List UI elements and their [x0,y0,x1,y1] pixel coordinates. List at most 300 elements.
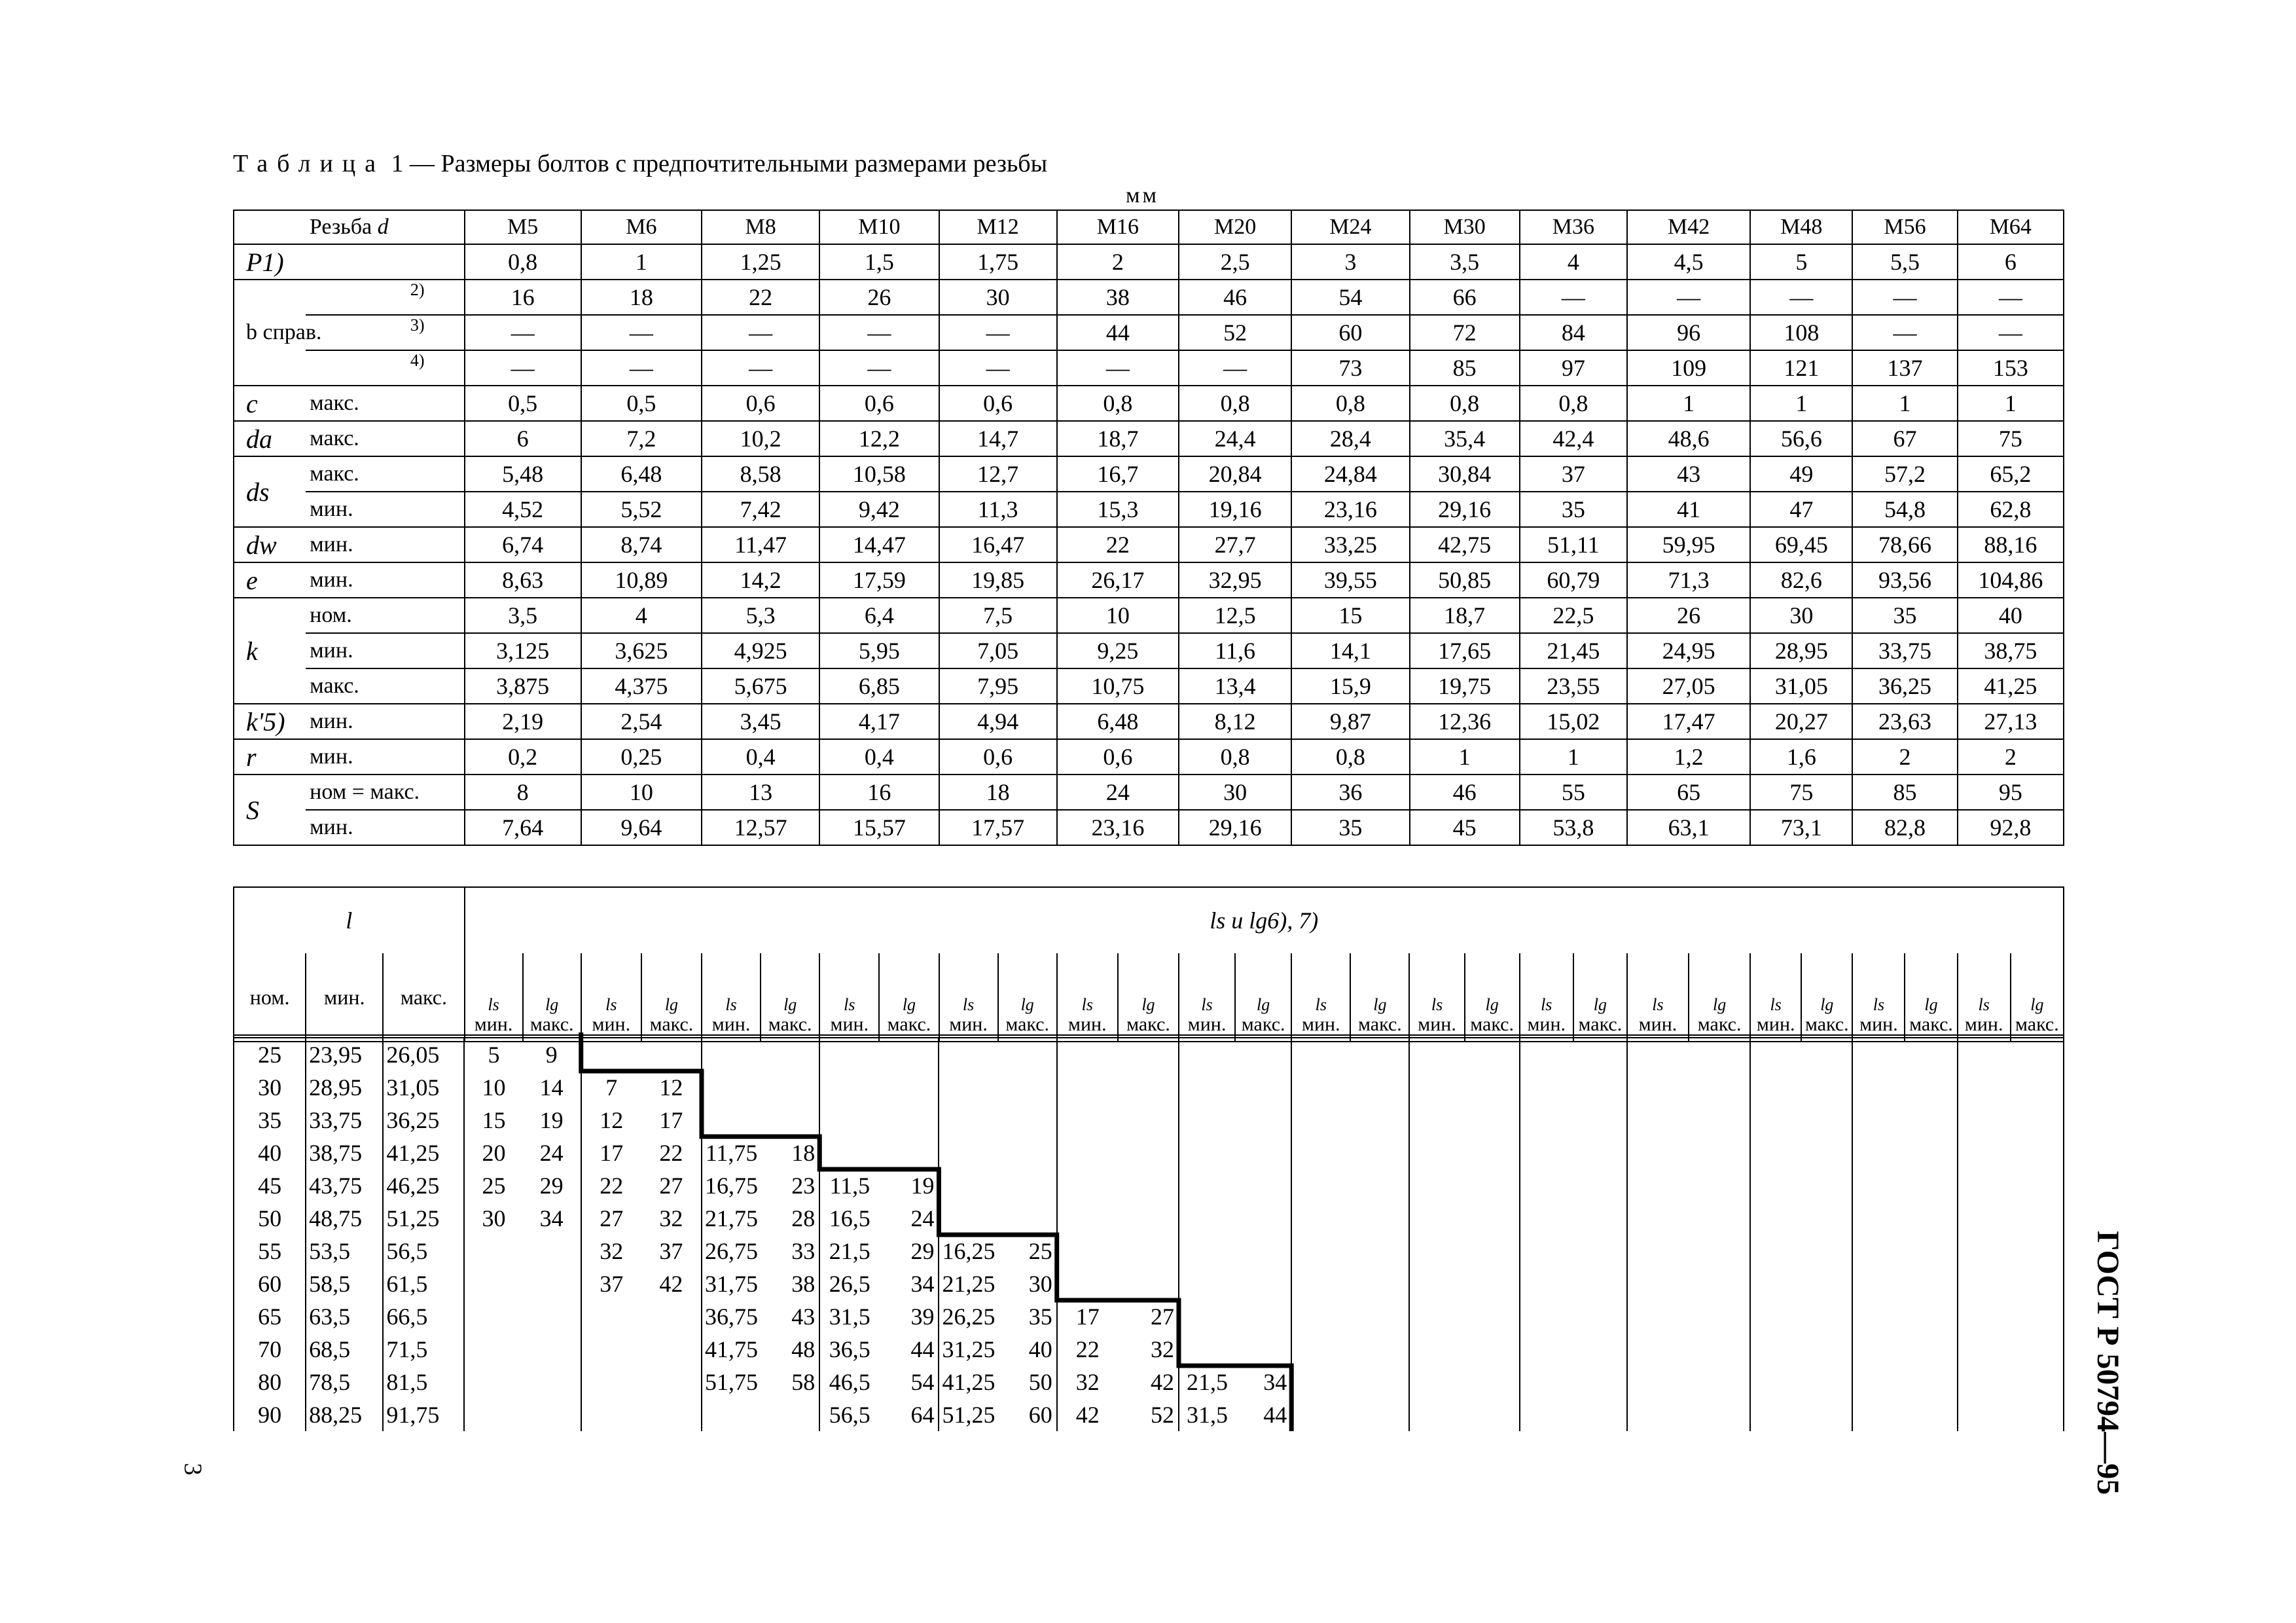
param-value: 23,16 [1291,492,1409,527]
lg-symbol: lg [1820,995,1834,1015]
lg-limit: макс. [529,1013,574,1035]
param-value: 47 [1750,492,1852,527]
caption-prefix: Таблица [233,150,386,177]
param-value: — [819,315,939,350]
param-value: 3,45 [702,704,819,739]
param-value: 10,89 [581,562,702,598]
param-value: 0,25 [581,739,702,775]
ls-limit: мин. [1301,1013,1340,1035]
param-value: 0,5 [465,386,581,421]
param-value: 12,7 [939,456,1057,492]
param-value: 8,63 [465,562,581,598]
ls-symbol: ls [1431,995,1443,1015]
param-value: 28,4 [1291,421,1409,456]
param-value: 18,7 [1410,598,1520,633]
length-max-header: макс. [383,953,464,1042]
thread-size: M6 [581,210,702,244]
param-sub: ном. [306,598,464,633]
param-value: 30 [1750,598,1852,633]
length-min: 68,5 [306,1333,383,1366]
param-value: 82,6 [1750,562,1852,598]
param-value: 26,17 [1057,562,1179,598]
ls-symbol: ls [1652,995,1664,1015]
ls-value: 51,25 [939,1398,997,1431]
param-value: 7,42 [702,492,819,527]
ls-value: 17 [581,1137,641,1169]
param-sub: мин. [306,704,464,739]
param-value: 57,2 [1852,456,1957,492]
lg-symbol: lg [783,995,797,1015]
param-value: 26 [1627,598,1750,633]
lg-value: 22 [641,1137,702,1169]
param-value: — [1958,280,2064,315]
ls-symbol: ls [1541,995,1552,1015]
lg-symbol: lg [1257,995,1270,1015]
lg-value: 34 [1235,1366,1291,1398]
length-nom: 90 [234,1398,306,1431]
param-value: 85 [1852,775,1957,810]
param-value: 17,65 [1410,633,1520,668]
param-value: 108 [1750,315,1852,350]
ls-value: 31,75 [702,1267,761,1300]
param-value: 44 [1057,315,1179,350]
param-value: 14,1 [1291,633,1409,668]
param-value: 0,8 [1520,386,1627,421]
ls-value: 22 [1057,1333,1118,1366]
param-value: 20,84 [1179,456,1291,492]
param-value: 1,25 [702,244,819,280]
param-value: 18,7 [1057,421,1179,456]
lg-value: 19 [523,1104,581,1137]
param-value: 42,75 [1410,527,1520,562]
param-value: 38,75 [1958,633,2064,668]
ls-value: 17 [1057,1300,1118,1333]
lg-value: 30 [998,1267,1057,1300]
param-symbol: c [234,386,306,421]
param-value: 41 [1627,492,1750,527]
param-symbol: b справ. [234,280,306,386]
param-value: 0,5 [581,386,702,421]
lg-value: 44 [1235,1398,1291,1431]
lg-symbol: lg [1020,995,1034,1015]
param-value: 109 [1627,350,1750,386]
lg-limit: макс. [1909,1013,1953,1035]
param-value: 10,2 [702,421,819,456]
lg-value: 18 [761,1137,819,1169]
length-min: 43,75 [306,1169,383,1202]
ls-symbol: ls [605,995,617,1015]
lg-symbol: lg [1712,995,1727,1015]
lg-value: 28 [761,1202,819,1235]
lg-value: 34 [523,1202,581,1235]
param-value: 2,54 [581,704,702,739]
param-value: 7,5 [939,598,1057,633]
param-value: 0,8 [1179,739,1291,775]
param-value: 4,925 [702,633,819,668]
length-max: 66,5 [383,1300,464,1333]
lg-value: 50 [998,1366,1057,1398]
ls-symbol: ls [844,995,855,1015]
length-nom: 65 [234,1300,306,1333]
length-min: 88,25 [306,1398,383,1431]
ls-value: 31,5 [1179,1398,1235,1431]
param-value: 3,5 [465,598,581,633]
thread-size: M48 [1750,210,1852,244]
param-value: 2 [1852,739,1957,775]
param-value: — [702,350,819,386]
param-value: 50,85 [1410,562,1520,598]
lg-value: 34 [879,1267,939,1300]
param-value: 75 [1750,775,1852,810]
lg-limit: макс. [2015,1013,2059,1035]
param-value: 4 [581,598,702,633]
length-min: 48,75 [306,1202,383,1235]
thread-size: M36 [1520,210,1627,244]
param-value: 12,57 [702,810,819,845]
param-value: 0,8 [1410,386,1520,421]
param-sub: макс. [306,668,464,704]
lg-value: 27 [641,1169,702,1202]
param-value: 52 [1179,315,1291,350]
ls-value: 56,5 [819,1398,879,1431]
param-value: 5 [1750,244,1852,280]
lg-limit: макс. [887,1013,931,1035]
param-sub: мин. [306,633,464,668]
param-value: — [1627,280,1750,315]
ls-value: 11,75 [702,1137,761,1169]
lg-symbol: lg [1924,995,1938,1015]
ls-value: 12 [581,1104,641,1137]
lg-value: 42 [641,1267,702,1300]
param-value: 45 [1410,810,1520,845]
param-value: 0,8 [465,244,581,280]
length-min: 78,5 [306,1366,383,1398]
param-value: 69,45 [1750,527,1852,562]
ls-value: 26,75 [702,1235,761,1267]
lg-limit: макс. [1804,1013,1849,1035]
param-value: 16 [465,280,581,315]
ls-value: 36,5 [819,1333,879,1366]
ls-lg-label: ls и lg6), 7) [465,887,2064,953]
ls-value: 7 [581,1071,641,1104]
param-value: 32,95 [1179,562,1291,598]
lg-value: 29 [523,1169,581,1202]
param-sub: ном = макс. [306,775,464,810]
param-value: — [702,315,819,350]
param-value: — [1852,280,1957,315]
lg-symbol: lg [1485,995,1499,1015]
param-value: 6,4 [819,598,939,633]
param-value: 22 [702,280,819,315]
param-value: 15,02 [1520,704,1627,739]
lg-value: 14 [523,1071,581,1104]
param-value: 72 [1410,315,1520,350]
length-min: 58,5 [306,1267,383,1300]
length-nom: 70 [234,1333,306,1366]
param-value: 2 [1958,739,2064,775]
param-value: — [1179,350,1291,386]
param-value: 36,25 [1852,668,1957,704]
param-value: 0,6 [1057,739,1179,775]
lg-limit: макс. [1241,1013,1285,1035]
standard-number: ГОСТ Р 50794—95 [2090,1231,2125,1495]
lg-value: 35 [998,1300,1057,1333]
ls-value: 10 [464,1071,522,1104]
ls-limit: мин. [1527,1013,1566,1035]
length-min: 28,95 [306,1071,383,1104]
param-value: 6,74 [465,527,581,562]
ls-value: 32 [1057,1366,1118,1398]
param-value: 3,625 [581,633,702,668]
param-value: 6,48 [581,456,702,492]
param-value: 22,5 [1520,598,1627,633]
param-sub: макс. [306,421,464,456]
ls-value: 21,5 [819,1235,879,1267]
ls-limit: мин. [1756,1013,1795,1035]
param-value: 30 [1179,775,1291,810]
param-value: 8,12 [1179,704,1291,739]
param-value: 104,86 [1958,562,2064,598]
length-nom-header: ном. [234,953,306,1042]
param-value: 17,47 [1627,704,1750,739]
param-value: 0,4 [819,739,939,775]
param-value: 78,66 [1852,527,1957,562]
length-label: l [234,887,465,953]
lg-symbol: lg [1373,995,1387,1015]
unit-label: мм [1126,183,1160,208]
param-value: 66 [1410,280,1520,315]
param-value: 48,6 [1627,421,1750,456]
param-value: 73 [1291,350,1409,386]
lg-value: 44 [879,1333,939,1366]
param-value: 33,75 [1852,633,1957,668]
param-symbol: da [234,421,306,456]
caption-text: 1 — Размеры болтов с предпочтительными размерами резьбы [391,150,1048,177]
lg-limit: макс. [768,1013,812,1035]
length-max: 56,5 [383,1235,464,1267]
ls-symbol: ls [1201,995,1213,1015]
param-value: 35 [1520,492,1627,527]
param-value: 82,8 [1852,810,1957,845]
param-value: 17,59 [819,562,939,598]
lg-limit: макс. [1578,1013,1623,1035]
param-value: 4,94 [939,704,1057,739]
param-value: 0,8 [1057,386,1179,421]
length-min: 38,75 [306,1137,383,1169]
param-value: — [1520,280,1627,315]
lg-limit: макс. [1697,1013,1742,1035]
param-value: 5,5 [1852,244,1957,280]
lg-value: 9 [523,1036,581,1071]
param-value: 4,52 [465,492,581,527]
param-value: 10 [581,775,702,810]
param-sub: 3) [306,315,464,350]
lg-value: 39 [879,1300,939,1333]
param-value: 23,16 [1057,810,1179,845]
param-value: 3 [1291,244,1409,280]
staircase-path [581,1032,1291,1431]
ls-value: 51,75 [702,1366,761,1398]
lg-value: 42 [1118,1366,1179,1398]
param-value: — [465,350,581,386]
param-value: 31,05 [1750,668,1852,704]
param-sub: 4) [306,350,464,386]
ls-limit: мин. [711,1013,751,1035]
ls-limit: мин. [1964,1013,2003,1035]
param-value: 16,7 [1057,456,1179,492]
param-symbol: k'5) [234,704,306,739]
param-value: 40 [1958,598,2064,633]
ls-value: 46,5 [819,1366,879,1398]
param-value: 5,48 [465,456,581,492]
param-value: 35 [1291,810,1409,845]
length-max: 91,75 [383,1398,464,1431]
param-value: 11,6 [1179,633,1291,668]
param-value: 88,16 [1958,527,2064,562]
param-value: 4,5 [1627,244,1750,280]
param-value: 7,64 [465,810,581,845]
param-value: 1 [581,244,702,280]
param-value: 18 [939,775,1057,810]
thread-size: M16 [1057,210,1179,244]
param-value: 1 [1410,739,1520,775]
param-value: 0,4 [702,739,819,775]
ls-symbol: ls [962,995,975,1015]
lg-value: 52 [1118,1398,1179,1431]
ls-value: 26,5 [819,1267,879,1300]
param-value: 54 [1291,280,1409,315]
thread-size: M10 [819,210,939,244]
param-value: 8 [465,775,581,810]
param-value: 5,52 [581,492,702,527]
param-value: 28,95 [1750,633,1852,668]
length-min: 63,5 [306,1300,383,1333]
param-value: 10,75 [1057,668,1179,704]
thread-var: d [377,215,389,239]
lg-value: 25 [998,1235,1057,1267]
param-value: 0,6 [702,386,819,421]
param-value: 9,64 [581,810,702,845]
param-value: 29,16 [1179,810,1291,845]
param-value: 97 [1520,350,1627,386]
lg-value: 54 [879,1366,939,1398]
param-value: 17,57 [939,810,1057,845]
param-value: 5,675 [702,668,819,704]
ls-limit: мин. [474,1013,513,1035]
lg-symbol: lg [902,995,916,1015]
thread-size: M42 [1627,210,1750,244]
ls-value: 21,75 [702,1202,761,1235]
param-value: 15,9 [1291,668,1409,704]
ls-value: 26,25 [939,1300,997,1333]
param-value: 6,48 [1057,704,1179,739]
param-value: 5,95 [819,633,939,668]
ls-value: 42 [1057,1398,1118,1431]
param-value: 1,6 [1750,739,1852,775]
ls-value: 20 [464,1137,522,1169]
param-value: 39,55 [1291,562,1409,598]
lg-value: 24 [523,1137,581,1169]
lg-value: 33 [761,1235,819,1267]
lg-value: 23 [761,1169,819,1202]
length-max: 81,5 [383,1366,464,1398]
ls-value: 25 [464,1169,522,1202]
ls-limit: мин. [1859,1013,1898,1035]
ls-value: 31,5 [819,1300,879,1333]
param-value: 30 [939,280,1057,315]
param-value: 1 [1750,386,1852,421]
param-value: 35,4 [1410,421,1520,456]
lg-value: 12 [641,1071,702,1104]
param-value: — [581,315,702,350]
param-value: — [819,350,939,386]
lg-value: 64 [879,1398,939,1431]
lg-value: 27 [1118,1300,1179,1333]
param-value: 36 [1291,775,1409,810]
param-sub: 2) [306,280,464,315]
param-value: 73,1 [1750,810,1852,845]
lg-value: 58 [761,1366,819,1398]
param-value: — [939,350,1057,386]
param-value: 12,2 [819,421,939,456]
ls-value: 11,5 [819,1169,879,1202]
param-value: 30,84 [1410,456,1520,492]
param-value: 15,57 [819,810,939,845]
param-value: 1,2 [1627,739,1750,775]
length-max: 31,05 [383,1071,464,1104]
lg-value: 29 [879,1235,939,1267]
param-value: 23,63 [1852,704,1957,739]
lg-value: 48 [761,1333,819,1366]
lg-symbol: lg [2030,995,2044,1015]
param-value: 19,16 [1179,492,1291,527]
param-value: 96 [1627,315,1750,350]
length-min: 33,75 [306,1104,383,1137]
param-value: 18 [581,280,702,315]
ls-limit: мин. [592,1013,631,1035]
param-value: 4,17 [819,704,939,739]
param-value: 27,7 [1179,527,1291,562]
ls-limit: мин. [1068,1013,1107,1035]
ls-value: 21,25 [939,1267,997,1300]
param-value: 137 [1852,350,1957,386]
param-value: — [465,315,581,350]
param-value: 23,55 [1520,668,1627,704]
param-value: 93,56 [1852,562,1957,598]
param-value: 41,25 [1958,668,2064,704]
ls-symbol: ls [1081,995,1093,1015]
param-value: 1 [1627,386,1750,421]
lg-value: 43 [761,1300,819,1333]
length-nom: 30 [234,1071,306,1104]
param-value: 0,6 [939,386,1057,421]
param-value: 53,8 [1520,810,1627,845]
param-value: 24,95 [1627,633,1750,668]
param-value: 43 [1627,456,1750,492]
param-value: 4,375 [581,668,702,704]
lg-value: 19 [879,1169,939,1202]
param-value: 153 [1958,350,2064,386]
param-value: 6 [1958,244,2064,280]
length-nom: 50 [234,1202,306,1235]
param-value: 56,6 [1750,421,1852,456]
param-value: 49 [1750,456,1852,492]
param-value: 27,13 [1958,704,2064,739]
param-value: 95 [1958,775,2064,810]
param-value: 37 [1520,456,1627,492]
param-value: 14,2 [702,562,819,598]
param-value: — [581,350,702,386]
